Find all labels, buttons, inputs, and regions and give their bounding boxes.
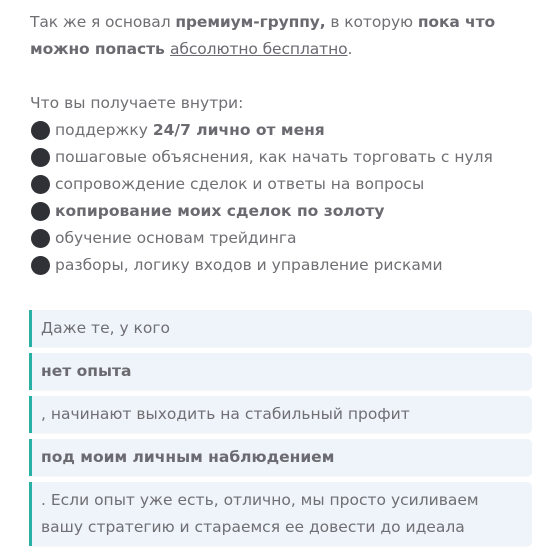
- intro-bold-for-now: пока что можно попасть: [30, 13, 496, 58]
- quote-block: , начинают выходить на стабильный профит: [29, 396, 532, 433]
- benefits-heading: Что вы получаете внутри:: [30, 94, 244, 112]
- list-item-text: сопровождение сделок и ответы на вопросы: [55, 175, 425, 193]
- list-item: [30, 198, 535, 225]
- list-item-text: обучение основам трейдинга: [55, 229, 297, 247]
- list-item-bold: 24/7 лично от меня: [152, 121, 325, 139]
- intro-paragraph: [30, 9, 535, 63]
- list-item-text: разборы, логику входов и управление рисками: [55, 256, 443, 274]
- black-circle-icon: [31, 202, 50, 221]
- list-item: [30, 225, 535, 252]
- quote-blocks: [29, 310, 532, 552]
- quote-block: . Если опыт уже есть, отлично, мы просто усиливаем вашу стратегию и стараемся ее довести до идеала: [29, 482, 532, 546]
- black-circle-icon: [31, 121, 50, 140]
- list-item: [30, 117, 535, 144]
- black-circle-icon: [31, 148, 50, 167]
- list-item-text: пошаговые объяснения, как начать торговать с нуля: [55, 148, 493, 166]
- list-item: [30, 144, 535, 171]
- black-circle-icon: [31, 229, 50, 248]
- black-circle-icon: [31, 256, 50, 275]
- list-item-bold: копирование моих сделок по золоту: [55, 202, 385, 220]
- quote-block: Даже те, у кого: [29, 310, 532, 347]
- benefits-list: [30, 117, 535, 279]
- intro-text-3: .: [347, 40, 353, 58]
- list-item: [30, 252, 535, 279]
- black-circle-icon: [31, 175, 50, 194]
- intro-text-1: Так же я основал: [30, 13, 176, 31]
- quote-block-bold: под моим личным наблюдением: [29, 439, 532, 476]
- intro-text-2: в которую: [325, 13, 418, 31]
- free-access-link[interactable]: абсолютно бесплатно: [170, 40, 348, 58]
- list-item: [30, 171, 535, 198]
- article-body: [30, 0, 535, 279]
- list-item-text: поддержку: [55, 121, 153, 139]
- quote-block-bold: нет опыта: [29, 353, 532, 390]
- intro-bold-premium-group: премиум-группу,: [175, 13, 326, 31]
